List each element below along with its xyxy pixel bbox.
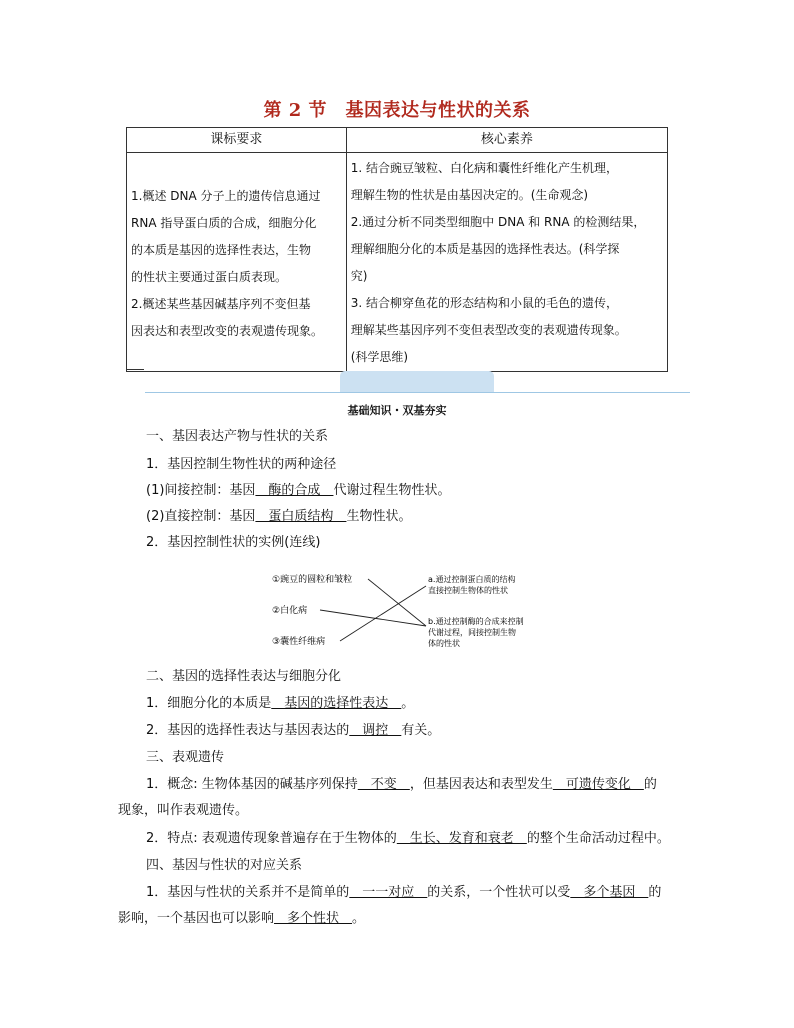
section4-heading: 四、基因与性状的对应关系 — [146, 858, 303, 873]
literacy-line: 2.通过分析不同类型细胞中 DNA 和 RNA 的检测结果， — [350, 215, 646, 229]
diagram-right-b2: 代谢过程，间接控制生物 — [428, 628, 516, 637]
literacy-line: 理解生物的性状是由基因决定的。(生命观念) — [350, 188, 589, 202]
diagram-left-2: ②白化病 — [272, 606, 308, 616]
diagram-right-a2: 直接控制生物体的性状 — [428, 586, 508, 595]
section-banner: 基础知识・双基夯实 — [347, 404, 447, 417]
section2-line1: 1．细胞分化的本质是 基因的选择性表达 。 — [146, 696, 415, 711]
curriculum-line: 2.概述某些基因碱基序列不变但基 — [131, 297, 311, 311]
section1-item1: 1．基因控制生物性状的两种途径 — [146, 457, 337, 472]
curriculum-line: RNA 指导蛋白质的合成，细胞分化 — [131, 216, 317, 230]
section3-heading: 三、表观遗传 — [146, 750, 225, 765]
connector-3-a — [340, 586, 426, 641]
answer-blank: 多个性状 — [274, 911, 353, 926]
answer-blank: 蛋白质结构 — [255, 509, 347, 524]
answer-blank: 可遗传变化 — [552, 777, 644, 792]
diagram-right-b1: b.通过控制酶的合成来控制 — [428, 617, 524, 626]
connector-2-b — [320, 610, 426, 626]
diagram-left-1: ①豌豆的圆粒和皱粒 — [272, 575, 353, 585]
literacy-line: 理解细胞分化的本质是基因的选择性表达。(科学探 — [350, 242, 620, 256]
section4-line1: 1．基因与性状的关系并不是简单的 一一对应 的关系，一个性状可以受 多个基因 的 — [146, 885, 662, 900]
curriculum-line: 的性状主要通过蛋白质表现。 — [131, 270, 288, 284]
answer-blank: 不变 — [357, 777, 410, 792]
answer-blank: 一一对应 — [349, 885, 428, 900]
diagram-left-3: ③囊性纤维病 — [272, 637, 326, 647]
diagram-right-b3: 体的性状 — [428, 639, 460, 648]
answer-blank: 多个基因 — [570, 885, 649, 900]
literacy-line: 3. 结合柳穿鱼花的形态结构和小鼠的毛色的遗传， — [350, 296, 618, 310]
section1-item2: 2．基因控制性状的实例(连线) — [146, 535, 321, 550]
direct-control-line: (2)直接控制：基因 蛋白质结构 生物性状。 — [146, 509, 412, 524]
section4-line1-cont: 影响，一个基因也可以影响 多个性状 。 — [118, 911, 366, 926]
answer-blank: 生长、发育和衰老 — [396, 831, 527, 846]
section3-concept: 1．概念: 生物体基因的碱基序列保持 不变 ，但基因表达和表型发生 可遗传变化 的 — [146, 777, 657, 792]
section-tab — [340, 371, 494, 393]
literacy-cell — [346, 153, 667, 372]
section3-concept-cont: 现象，叫作表观遗传。 — [118, 803, 249, 818]
section3-feature: 2．特点: 表观遗传现象普遍存在于生物体的 生长、发育和衰老 的整个生命活动过程中。 — [146, 831, 670, 846]
section2-heading: 二、基因的选择性表达与细胞分化 — [146, 669, 342, 684]
section2-line2: 2．基因的选择性表达与基因表达的 调控 有关。 — [146, 723, 441, 738]
answer-blank: 调控 — [349, 723, 402, 738]
literacy-line: 究) — [350, 269, 368, 283]
literacy-line: 1. 结合豌豆皱粒、白化病和囊性纤维化产生机理， — [350, 161, 618, 175]
literacy-line: (科学思维) — [350, 350, 409, 364]
requirements-table — [126, 127, 668, 372]
header-core-literacy: 核心素养 — [346, 128, 667, 153]
page-title: 第 2 节 基因表达与性状的关系 — [263, 100, 531, 121]
header-curriculum: 课标要求 — [127, 128, 347, 153]
answer-blank: 酶的合成 — [255, 483, 334, 498]
curriculum-line: 的本质是基因的选择性表达，生物 — [131, 243, 312, 257]
matching-diagram — [270, 568, 570, 654]
curriculum-line: 1.概述 DNA 分子上的遗传信息通过 — [131, 189, 321, 203]
literacy-line: 理解某些基因序列不变但表型改变的表观遗传现象。 — [350, 323, 627, 337]
section-divider — [145, 392, 690, 393]
curriculum-cell — [127, 153, 347, 372]
table-foot-rule — [126, 369, 144, 370]
diagram-right-a1: a.通过控制蛋白质的结构 — [428, 575, 516, 584]
indirect-control-line: (1)间接控制：基因 酶的合成 代谢过程生物性状。 — [146, 483, 451, 498]
curriculum-line: 因表达和表型改变的表观遗传现象。 — [131, 324, 324, 338]
section1-heading: 一、基因表达产物与性状的关系 — [146, 429, 329, 444]
answer-blank: 基因的选择性表达 — [271, 696, 402, 711]
